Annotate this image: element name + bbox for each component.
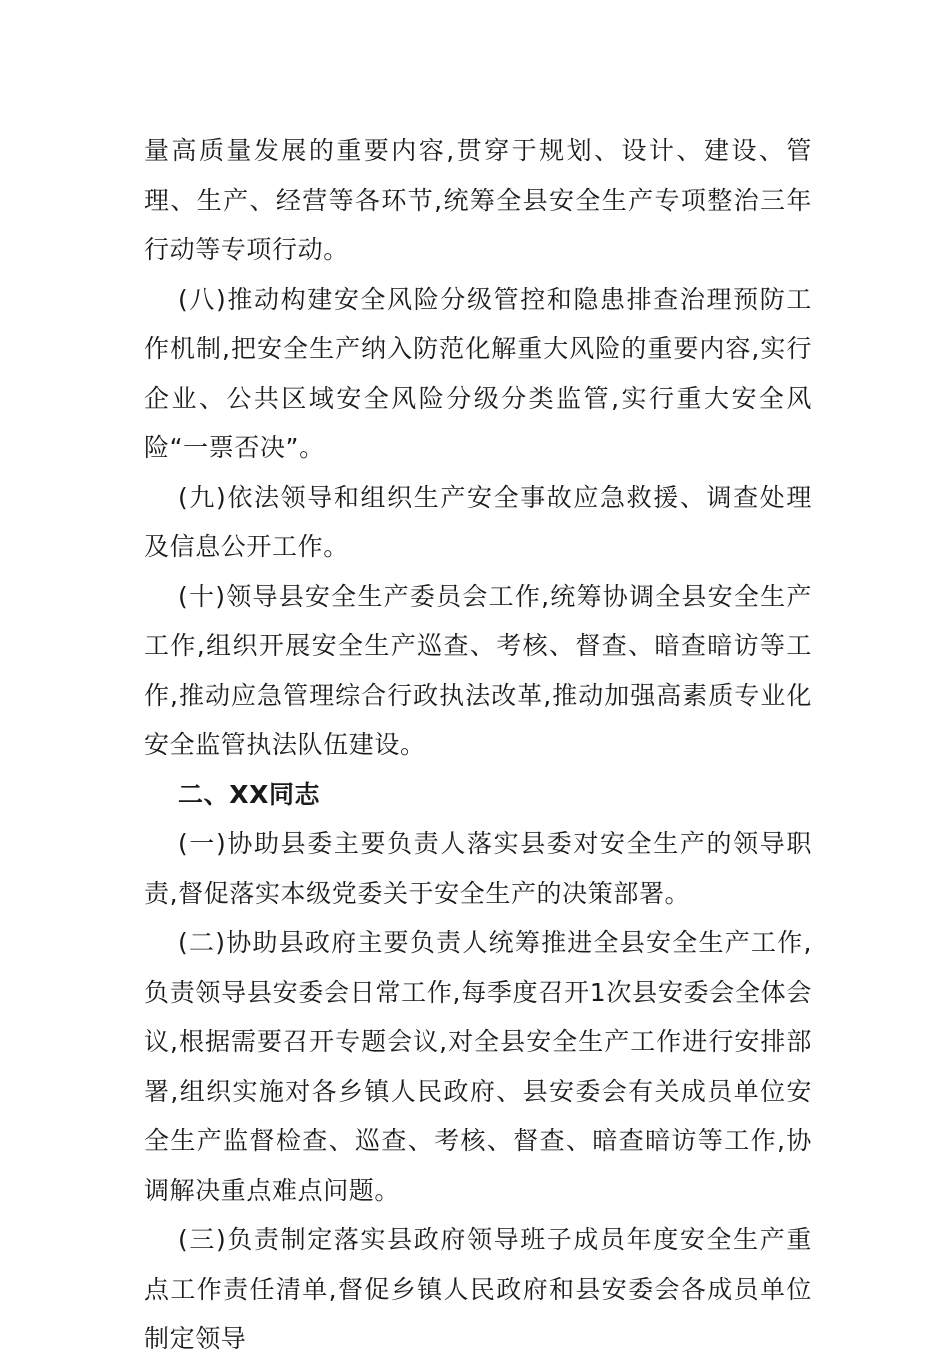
section-heading: 二、XX同志 bbox=[178, 779, 321, 809]
paragraph-item-1: (一)协助县委主要负责人落实县委对安全生产的领导职责,督促落实本级党委关于安全生产的决策部署。 bbox=[144, 829, 812, 908]
paragraph-item-9: (九)依法领导和组织生产安全事故应急救援、调查处理及信息公开工作。 bbox=[144, 482, 812, 561]
paragraph-item-3: (三)负责制定落实县政府领导班子成员年度安全生产重点工作责任清单,督促乡镇人民政府和县安委会各成员单位制定领导 bbox=[144, 1225, 812, 1353]
paragraph-item-10: (十)领导县安全生产委员会工作,统筹协调全县安全生产工作,组织开展安全生产巡查、考核、督查、暗查暗访等工作,推动应急管理综合行政执法改革,推动加强高素质专业化安全监管执法队伍建设。 bbox=[144, 581, 812, 759]
paragraph-continuation: 量高质量发展的重要内容,贯穿于规划、设计、建设、管理、生产、经营等各环节,统筹全县安全生产专项整治三年行动等专项行动。 bbox=[144, 136, 812, 264]
paragraph-item-2: (二)协助县政府主要负责人统筹推进全县安全生产工作,负责领导县安委会日常工作,每季度召开1次县安委会全体会议,根据需要召开专题会议,对全县安全生产工作进行安排部署,组织实施对各乡镇人民政府、县安委会有关成员单位安全生产监督检查、巡查、考核、督查、暗查暗访等工作,协调解决重点难点问题。 bbox=[144, 928, 812, 1205]
paragraph-item-8: (八)推动构建安全风险分级管控和隐患排查治理预防工作机制,把安全生产纳入防范化解重大风险的重要内容,实行企业、公共区域安全风险分级分类监管,实行重大安全风险“一票否决”。 bbox=[144, 284, 812, 462]
document-body bbox=[144, 126, 812, 1364]
